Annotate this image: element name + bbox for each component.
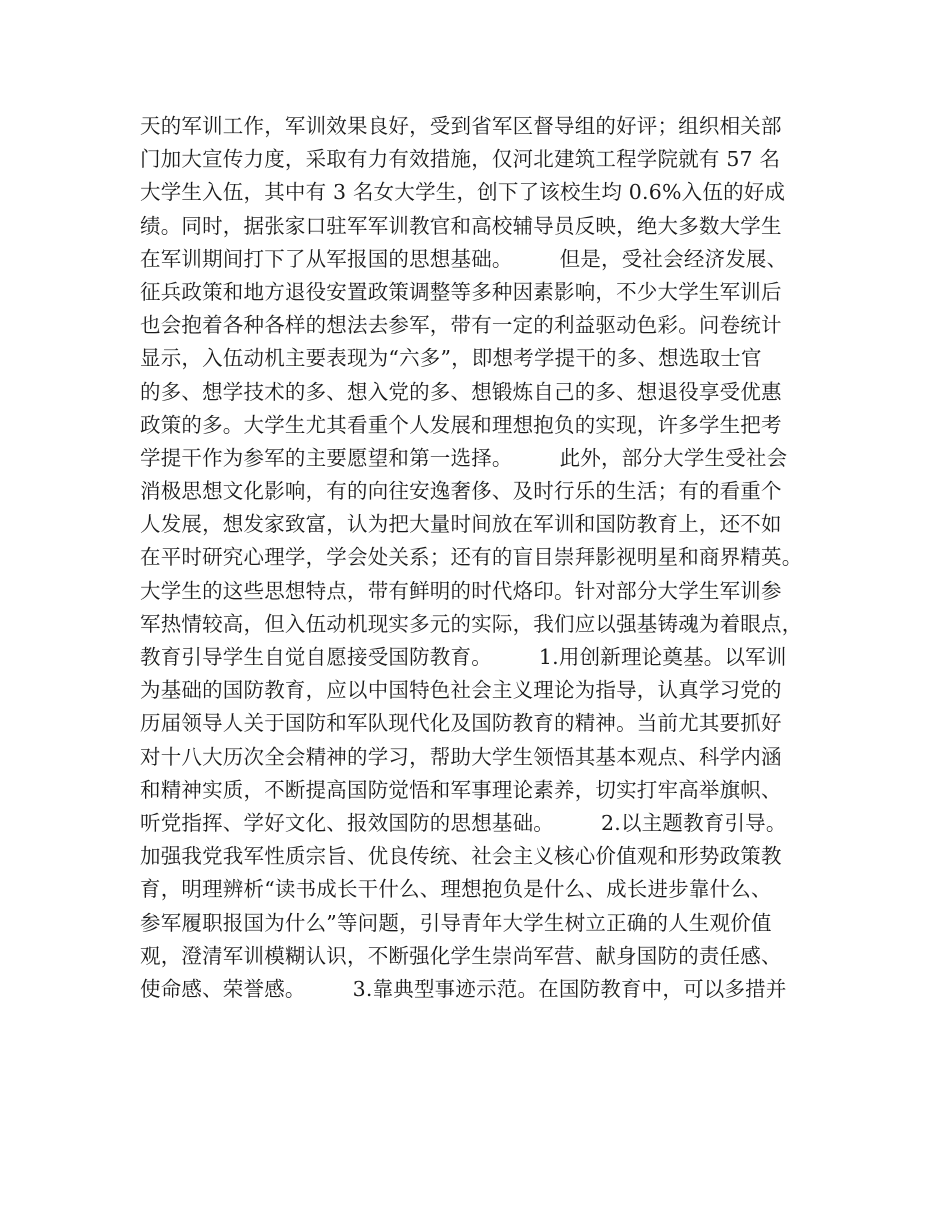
text-line: 门加大宣传力度，采取有力有效措施，仅河北建筑工程学院就有 57 名	[140, 147, 781, 172]
text-line: 听党指挥、学好文化、报效国防的思想基础。 2.以主题教育引导。	[140, 810, 787, 835]
text-line: 征兵政策和地方退役安置政策调整等多种因素影响，不少大学生军训后	[140, 279, 782, 304]
text-line: 为基础的国防教育，应以中国特色社会主义理论为指导，认真学习党的	[140, 678, 782, 703]
text-line: 人发展，想发家致富，认为把大量时间放在军训和国防教育上，还不如	[140, 512, 782, 537]
text-line: 显示，入伍动机主要表现为“六多”，即想考学提干的多、想选取士官	[140, 346, 762, 371]
text-line: 观，澄清军训模糊认识，不断强化学生崇尚军营、献身国防的责任感、	[140, 943, 782, 968]
text-line: 在平时研究心理学，学会处关系；还有的盲目崇拜影视明星和商界精英。	[140, 545, 803, 570]
body-text	[140, 110, 830, 1006]
text-line: 大学生的这些思想特点，带有鲜明的时代烙印。针对部分大学生军训参	[140, 578, 782, 603]
text-line: 天的军训工作，军训效果良好，受到省军区督导组的好评；组织相关部	[140, 114, 782, 138]
text-line: 绩。同时，据张家口驻军军训教官和高校辅导员反映，绝大多数大学生	[140, 213, 782, 238]
text-line: 政策的多。大学生尤其看重个人发展和理想抱负的实现，许多学生把考	[140, 412, 782, 437]
text-line: 学提干作为参军的主要愿望和第一选择。 此外，部分大学生受社会	[140, 445, 788, 470]
text-line: 使命感、荣誉感。 3.靠典型事迹示范。在国防教育中，可以多措并	[140, 976, 787, 1001]
text-line: 消极思想文化影响，有的向往安逸奢侈、及时行乐的生活；有的看重个	[140, 479, 782, 504]
text-line: 大学生入伍，其中有 3 名女大学生，创下了该校生均 0.6%入伍的好成	[140, 180, 786, 205]
text-line: 军热情较高，但入伍动机现实多元的实际，我们应以强基铸魂为着眼点，	[140, 611, 803, 636]
text-line: 也会抱着各种各样的想法去参军，带有一定的利益驱动色彩。问卷统计	[140, 313, 782, 338]
text-line: 在军训期间打下了从军报国的思想基础。 但是，受社会经济发展、	[140, 246, 788, 271]
text-line: 的多、想学技术的多、想入党的多、想锻炼自己的多、想退役享受优惠	[140, 379, 782, 404]
text-line: 历届领导人关于国防和军队现代化及国防教育的精神。当前尤其要抓好	[140, 711, 782, 736]
text-line: 和精神实质，不断提高国防觉悟和军事理论素养，切实打牢高举旗帜、	[140, 777, 782, 802]
text-line: 参军履职报国为什么”等问题，引导青年大学生树立正确的人生观价值	[140, 910, 772, 935]
text-line: 对十八大历次全会精神的学习，帮助大学生领悟其基本观点、科学内涵	[140, 744, 782, 769]
text-line: 育，明理辨析“读书成长干什么、理想抱负是什么、成长进步靠什么、	[140, 877, 772, 902]
text-line: 教育引导学生自觉自愿接受国防教育。 1.用创新理论奠基。以军训	[140, 645, 787, 669]
text-line: 加强我党我军性质宗旨、优良传统、社会主义核心价值观和形势政策教	[140, 844, 782, 869]
